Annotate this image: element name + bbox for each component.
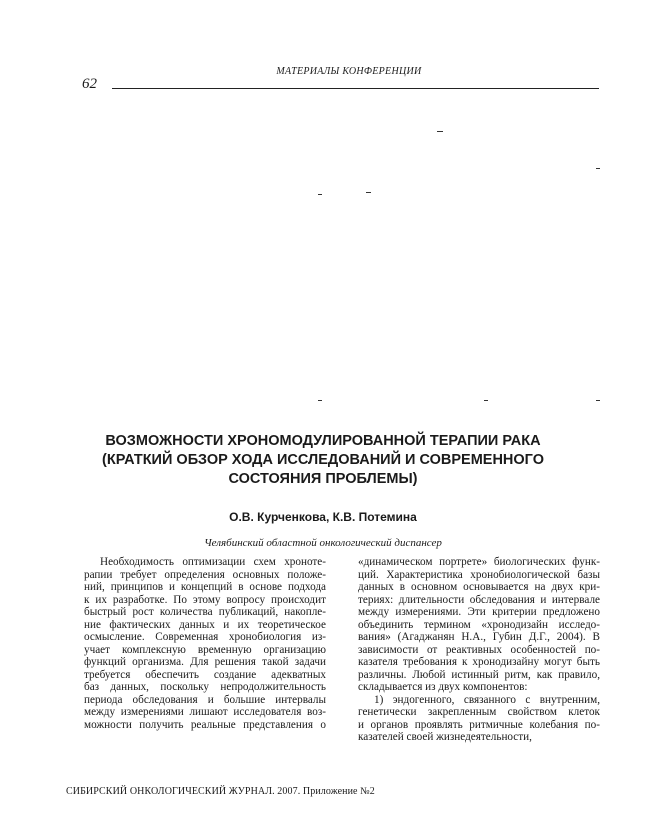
- text-line: учает комплексную временную организацию: [84, 643, 326, 656]
- text-line: можности получить реальные представления о: [84, 718, 326, 731]
- scan-artifact: [596, 168, 600, 169]
- scan-artifact: [596, 400, 600, 401]
- scan-artifact: [437, 131, 443, 132]
- authors: О.В. Курченкова, К.В. Потемина: [229, 510, 417, 524]
- header-rule: [112, 88, 599, 89]
- text-line: казателя требования к хронодизайну могут быть: [358, 656, 600, 668]
- text-line: 1) эндогенного, связанного с внутренним,: [374, 693, 600, 706]
- text-line: и органов проявлять ритмичные колебания по-: [358, 718, 600, 731]
- text-line: объединить термином «хронодизайн исследо-: [358, 618, 600, 631]
- title-line: ВОЗМОЖНОСТИ ХРОНОМОДУЛИРОВАННОЙ ТЕРАПИИ РАКА: [105, 433, 541, 449]
- text-line: быстрый рост количества публикаций, накопле-: [84, 606, 326, 618]
- text-line: генетически закрепленным свойством клеток: [358, 706, 600, 718]
- scan-artifact: [484, 400, 488, 401]
- article-title: [60, 432, 586, 489]
- text-line: баз данных, поскольку непродолжительность: [84, 681, 326, 693]
- text-line: периода обследования и большие интервалы: [84, 693, 326, 706]
- title-line: (КРАТКИЙ ОБЗОР ХОДА ИССЛЕДОВАНИЙ И СОВРЕМЕННОГО: [102, 452, 544, 468]
- body-column-right: [358, 556, 600, 744]
- text-line: ние фактических данных и их теоретическое: [84, 618, 326, 631]
- text-line: между измерениями лишают исследователя воз-: [84, 706, 326, 718]
- text-line: вания» (Агаджанян Н.А., Губин Д.Г., 2004). В: [358, 631, 600, 643]
- running-header: МАТЕРИАЛЫ КОНФЕРЕНЦИИ: [276, 66, 422, 77]
- footer-journal: СИБИРСКИЙ ОНКОЛОГИЧЕСКИЙ ЖУРНАЛ. 2007. Приложение №2: [66, 786, 375, 797]
- text-line: «динамическом портрете» биологических функ-: [358, 556, 600, 568]
- text-line: зависимости от реактивных особенностей по-: [358, 643, 600, 656]
- text-line: данных в основном основывается на двух кри-: [358, 581, 600, 593]
- text-line: между измерениями. Эти критерии предложено: [358, 606, 600, 618]
- text-line: ний, принципов и концепций в основе подхода: [84, 581, 326, 593]
- text-line: ций. Характеристика хронобиологической базы: [358, 568, 600, 581]
- scan-artifact: [318, 194, 322, 195]
- text-line: складывается из двух компонентов:: [358, 681, 528, 693]
- body-column-left: [84, 556, 326, 731]
- scan-artifact: [318, 400, 322, 401]
- text-line: казателей своей жизнедеятельности,: [358, 731, 532, 743]
- affiliation: Челябинский областной онкологический диспансер: [204, 537, 442, 549]
- title-line: СОСТОЯНИЯ ПРОБЛЕМЫ): [228, 471, 418, 487]
- text-line: различны. Любой истинный ритм, как правило,: [358, 668, 600, 681]
- page-number: 62: [82, 76, 97, 92]
- text-line: требуется обеспечить создание адекватных: [84, 668, 326, 681]
- text-line: Необходимость оптимизации схем хроноте-: [100, 556, 326, 568]
- text-line: териях: длительности обследования и интервале: [358, 593, 600, 606]
- scan-artifact: [366, 192, 371, 193]
- text-line: осмысление. Современная хронобиология из-: [84, 631, 326, 643]
- text-line: к их разработке. По этому вопросу происходит: [84, 593, 326, 606]
- text-line: рапии требует определения основных положе-: [84, 568, 326, 581]
- text-line: функций организма. Для решения такой задачи: [84, 656, 326, 668]
